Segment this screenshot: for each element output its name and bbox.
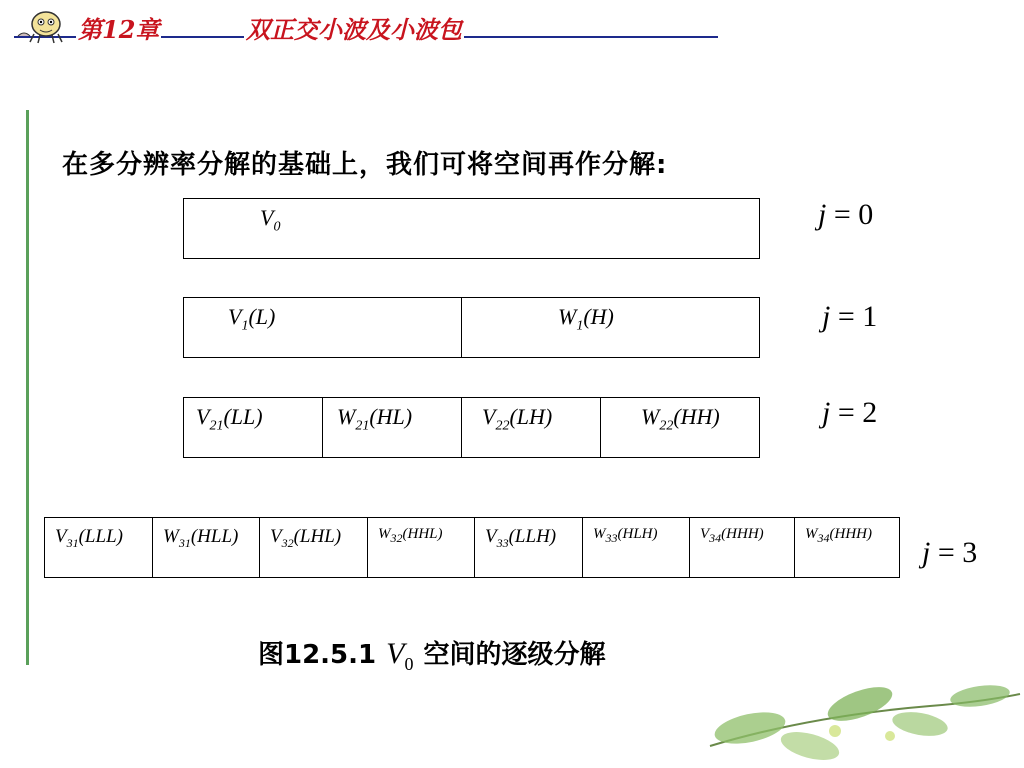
cell-v32: $V_{32}(LHL)$ <box>260 518 368 577</box>
decomp-row-j1 <box>183 297 760 358</box>
decomp-row-j3 <box>44 517 900 578</box>
j-label-1: j = 1 <box>822 300 878 333</box>
cell-w32: $W_{32}(HHL)$ <box>368 518 475 577</box>
cell-w33: $W_{33}(HLH)$ <box>583 518 690 577</box>
cell-v21: $V_{21}(LL)$ <box>184 398 323 457</box>
cell-v22: $V_{22}(LH)$ <box>462 398 601 457</box>
leaf-decoration-icon <box>690 676 1024 768</box>
j-label-0: j = 0 <box>818 198 874 231</box>
cell-v34: $V_{34}(HHH)$ <box>690 518 795 577</box>
chapter-title: 双正交小波及小波包 <box>246 15 462 44</box>
cell-w34: $W_{34}(HHH)$ <box>805 526 872 545</box>
j-label-2: j = 2 <box>822 396 878 429</box>
cell-v0: $V_0$ <box>260 205 281 235</box>
decomp-row-j0 <box>183 198 760 259</box>
accent-bar <box>26 110 29 665</box>
figure-number: 图12.5.1 <box>258 640 377 670</box>
cell-v33: $V_{33}(LLH)$ <box>475 518 583 577</box>
chapter-number: 第12章 <box>78 15 160 44</box>
cell-w1: $W_1(H)$ <box>558 304 614 334</box>
j-label-3: j = 3 <box>922 536 978 569</box>
mascot-icon <box>14 6 74 46</box>
cell-v31: $V_{31}(LLL)$ <box>45 518 153 577</box>
cell-w31: $W_{31}(HLL)$ <box>153 518 260 577</box>
cell-v1: $V_1(L)$ <box>184 298 462 357</box>
figure-caption <box>258 634 605 675</box>
cell-w22: $W_{22}(HH)$ <box>641 404 720 434</box>
caption-text: 空间的逐级分解 <box>423 640 606 670</box>
caption-space-symbol: $V_0$ <box>386 637 414 674</box>
intro-text: 在多分辨率分解的基础上，我们可将空间再作分解: <box>62 150 668 180</box>
cell-w21: $W_{21}(HL)$ <box>323 398 462 457</box>
decomp-row-j2 <box>183 397 760 458</box>
